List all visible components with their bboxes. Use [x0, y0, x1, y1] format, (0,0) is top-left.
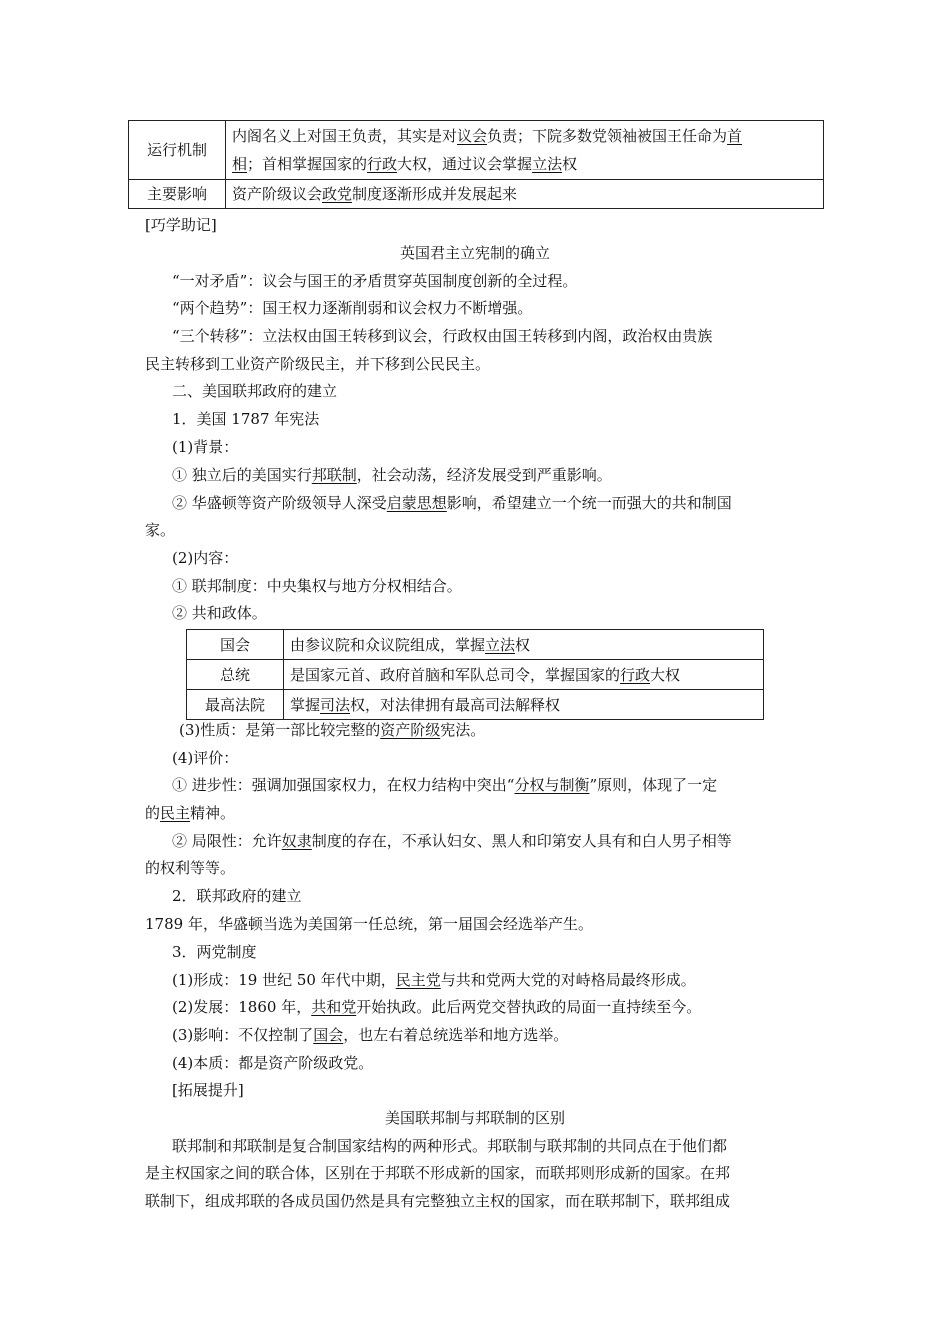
- text-segment: 权，对法律拥有最高司法解释权: [350, 696, 561, 714]
- underlined-term: 行政: [367, 155, 398, 173]
- paragraph: [172, 493, 732, 513]
- paragraph: [145, 803, 235, 823]
- row-header: 主要影响: [129, 180, 226, 209]
- text-segment: 大权: [650, 666, 681, 684]
- underlined-term: 国会: [313, 1026, 344, 1044]
- underlined-term: 首: [727, 127, 743, 145]
- paragraph: [172, 1025, 568, 1045]
- paragraph: [172, 465, 612, 485]
- row-content: [284, 630, 764, 660]
- paragraph: (2)内容：: [172, 549, 239, 567]
- underlined-term: 邦联制: [311, 466, 357, 484]
- text-segment: 权: [562, 155, 578, 173]
- tip-label: [拓展提升]: [172, 1081, 244, 1099]
- text-segment: ① 独立后的美国实行: [172, 466, 312, 484]
- underlined-term: 民主: [160, 804, 191, 822]
- underlined-term: 共和党: [311, 998, 357, 1016]
- underlined-term: 立法: [532, 155, 563, 173]
- underlined-term: 启蒙思想: [386, 494, 447, 512]
- table-row: [187, 690, 764, 720]
- paragraph: [172, 775, 717, 795]
- text-segment: 影响，希望建立一个统一而强大的共和制国: [446, 494, 732, 512]
- row-header: 最高法院: [187, 690, 284, 720]
- paragraph: 的权利等等。: [145, 859, 236, 877]
- paragraph: ① 联邦制度：中央集权与地方分权相结合。: [172, 577, 462, 595]
- paragraph: [172, 831, 732, 851]
- subsection-heading: 2．联邦政府的建立: [172, 887, 302, 905]
- underlined-term: 司法: [320, 696, 351, 714]
- text-segment: 大权，通过议会掌握: [397, 155, 533, 173]
- underlined-term: 政党: [322, 185, 353, 203]
- cell-line: [232, 122, 817, 150]
- underlined-term: 分权与制衡: [514, 776, 590, 794]
- table-row: [187, 660, 764, 690]
- table-row: [129, 121, 824, 180]
- paragraph: “三个转移”：立法权由国王转移到议会，行政权由国王转移到内阁，政治权由贵族: [172, 327, 713, 345]
- section-heading: 二、美国联邦政府的建立: [172, 382, 338, 400]
- us-government-table: [186, 629, 764, 720]
- underlined-term: 行政: [620, 666, 651, 684]
- paragraph: [179, 720, 485, 740]
- subsection-heading: 3．两党制度: [172, 943, 257, 961]
- text-segment: 与共和党两大党的对峙格局最终形成。: [440, 971, 696, 989]
- row-header: 总统: [187, 660, 284, 690]
- paragraph: [172, 997, 701, 1017]
- row-content: [284, 660, 764, 690]
- text-segment: ；首相掌握国家的: [247, 155, 368, 173]
- underlined-term: 奴隶: [281, 832, 312, 850]
- text-segment: 内阁名义上对国王负责，其实是对: [232, 127, 458, 145]
- paragraph: 民主转移到工业资产阶级民主，并下移到公民民主。: [145, 355, 491, 373]
- paragraph: [172, 970, 696, 990]
- text-segment: 精神。: [190, 804, 236, 822]
- paragraph: (4)评价：: [172, 749, 239, 767]
- text-segment: 制度逐渐形成并发展起来: [352, 185, 518, 203]
- text-segment: ② 华盛顿等资产阶级领导人深受: [172, 494, 387, 512]
- text-segment: ② 局限性：允许: [172, 832, 282, 850]
- paragraph: 联制下，组成邦联的各成员国仍然是具有完整独立主权的国家，而在联邦制下，联邦组成: [145, 1192, 731, 1210]
- underlined-term: 相: [232, 155, 248, 173]
- row-content: [226, 180, 824, 209]
- text-segment: 的: [145, 804, 161, 822]
- text-segment: (1)形成：19 世纪 50 年代中期，: [172, 971, 396, 989]
- paragraph: 1789 年，华盛顿当选为美国第一任总统，第一届国会经选举产生。: [145, 915, 593, 933]
- paragraph: ② 共和政体。: [172, 604, 267, 622]
- row-content: [284, 690, 764, 720]
- paragraph: (4)本质：都是资产阶级政党。: [172, 1054, 374, 1072]
- text-segment: ”原则，体现了一定: [589, 776, 718, 794]
- tip-title: 英国君主立宪制的确立: [399, 244, 550, 262]
- row-header: 运行机制: [129, 121, 226, 180]
- paragraph: “两个趋势”：国王权力逐渐削弱和议会权力不断增强。: [172, 299, 533, 317]
- text-segment: 负责；下院多数党领袖被国王任命为: [487, 127, 728, 145]
- text-segment: ① 进步性：强调加强国家权力，在权力结构中突出“: [172, 776, 515, 794]
- text-segment: 权: [515, 636, 531, 654]
- subsection-heading: 1．美国 1787 年宪法: [172, 410, 320, 428]
- tip-title: 美国联邦制与邦联制的区别: [384, 1109, 565, 1127]
- paragraph: 是主权国家之间的联合体，区别在于邦联不形成新的国家，而联邦则形成新的国家。在邦: [145, 1164, 731, 1182]
- text-segment: 制度的存在，不承认妇女、黑人和印第安人具有和白人男子相等: [311, 832, 732, 850]
- paragraph: 联邦制和邦联制是复合制国家结构的两种形式。邦联制与联邦制的共同点在于他们都: [172, 1137, 728, 1155]
- tip-label: [巧学助记]: [145, 216, 217, 234]
- underlined-term: 资产阶级: [380, 721, 441, 739]
- text-segment: 由参议院和众议院组成，掌握: [290, 636, 486, 654]
- uk-system-table: [128, 120, 824, 209]
- text-segment: 掌握: [290, 696, 321, 714]
- cell-line: [232, 150, 817, 178]
- cell-line: [232, 180, 817, 208]
- text-segment: ，也左右着总统选举和地方选举。: [343, 1026, 569, 1044]
- underlined-term: 民主党: [395, 971, 441, 989]
- underlined-term: 议会: [457, 127, 488, 145]
- paragraph: 家。: [145, 521, 176, 539]
- underlined-term: 立法: [485, 636, 516, 654]
- text-segment: 是国家元首、政府首脑和军队总司令，掌握国家的: [290, 666, 621, 684]
- text-segment: (2)发展：1860 年，: [172, 998, 312, 1016]
- text-segment: 资产阶级议会: [232, 185, 323, 203]
- row-header: 国会: [187, 630, 284, 660]
- text-segment: (3)影响：不仅控制了: [172, 1026, 314, 1044]
- text-segment: ，社会动荡，经济发展受到严重影响。: [356, 466, 612, 484]
- text-segment: 开始执政。此后两党交替执政的局面一直持续至今。: [356, 998, 702, 1016]
- table-row: [129, 180, 824, 209]
- text-segment: (3)性质：是第一部比较完整的: [179, 721, 381, 739]
- text-segment: 宪法。: [440, 721, 486, 739]
- paragraph: (1)背景：: [172, 438, 239, 456]
- row-content: [226, 121, 824, 180]
- paragraph: “一对矛盾”：议会与国王的矛盾贯穿英国制度创新的全过程。: [172, 272, 578, 290]
- table-row: [187, 630, 764, 660]
